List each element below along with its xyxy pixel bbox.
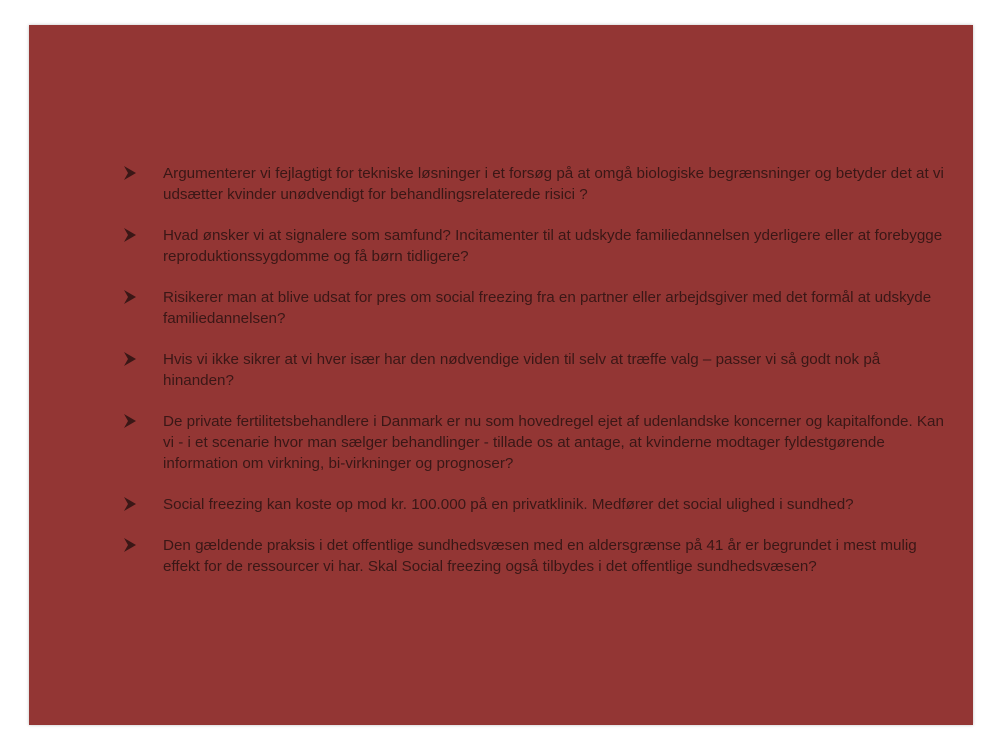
slide [29, 25, 973, 725]
bullet-item [124, 163, 954, 205]
bullet-item [124, 287, 954, 329]
bullet-text: Risikerer man at blive udsat for pres om social freezing fra en partner eller arbejdsgiver med det formål at udskyde familiedannelsen? [163, 289, 932, 327]
bullet-text: De private fertilitetsbehandlere i Danmark er nu som hovedregel ejet af udenlandske koncerner og kapitalfonde. Kan vi - i et scenarie hvor man sælger behandlinger - tillade os at antage, at kvinderne modtager fyldestgørende information om virkning, bi-virkninger og prognoser? [163, 413, 944, 472]
bullet-item [124, 535, 954, 577]
bullet-item [124, 349, 954, 391]
arrowhead-bullet-icon [124, 414, 136, 428]
arrowhead-bullet-icon [124, 166, 136, 180]
arrowhead-bullet-icon [124, 352, 136, 366]
arrowhead-bullet-icon [124, 228, 136, 242]
bullet-text: Hvad ønsker vi at signalere som samfund? Incitamenter til at udskyde familiedannelsen yderligere eller at forebygge reproduktionssygdomme og få børn tidligere? [163, 227, 943, 265]
bullet-text: Den gældende praksis i det offentlige sundhedsvæsen med en aldersgrænse på 41 år er begrundet i mest mulig effekt for de ressourcer vi har. Skal Social freezing også tilbydes i det offentlige sundhedsvæsen? [163, 537, 917, 575]
bullet-text: Argumenterer vi fejlagtigt for tekniske løsninger i et forsøg på at omgå biologiske begrænsninger og betyder det at vi udsætter kvinder unødvendigt for behandlingsrelaterede risici ? [163, 165, 944, 203]
bullet-item [124, 494, 954, 515]
bullet-item [124, 225, 954, 267]
bullet-item [124, 411, 954, 474]
arrowhead-bullet-icon [124, 497, 136, 511]
arrowhead-bullet-icon [124, 290, 136, 304]
bullet-list [124, 163, 954, 597]
arrowhead-bullet-icon [124, 538, 136, 552]
bullet-text: Social freezing kan koste op mod kr. 100.000 på en privatklinik. Medfører det social ulighed i sundhed? [163, 496, 854, 513]
bullet-text: Hvis vi ikke sikrer at vi hver især har den nødvendige viden til selv at træffe valg – passer vi så godt nok på hinanden? [163, 351, 881, 389]
